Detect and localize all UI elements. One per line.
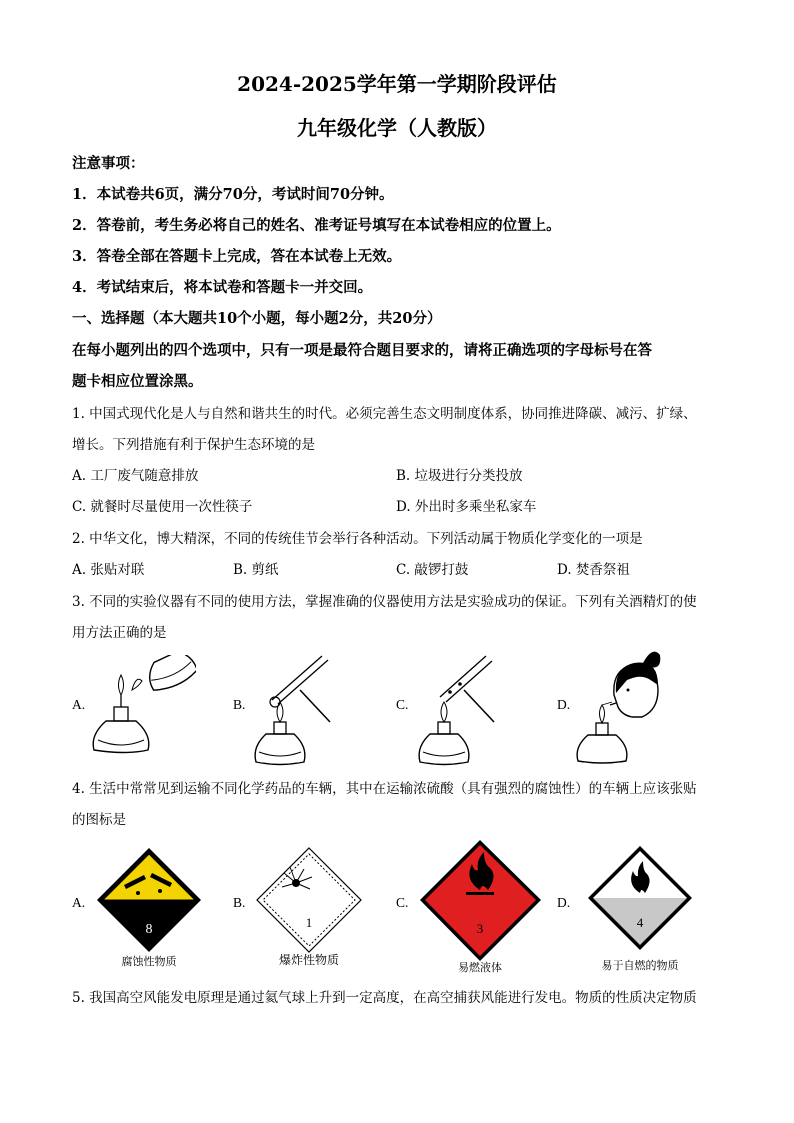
explosive-sign-number: 1 (305, 915, 313, 930)
blowing-out-lamp-figure (572, 645, 662, 765)
lamp-lit-from-another-lamp-figure (86, 655, 196, 755)
section-instruction-2: 题卡相应位置涂黑。 (72, 373, 203, 390)
exam-title: 2024-2025学年第一学期阶段评估 (237, 72, 557, 96)
lamp-heating-test-tube-figure (250, 652, 340, 767)
explosive-sign-figure (254, 845, 364, 955)
q3-label-a: A. (72, 697, 86, 712)
q1-option-b: B. 垃圾进行分类投放 (396, 468, 523, 484)
q4-label-c: C. (396, 895, 409, 910)
q2-option-c: C. 敲锣打鼓 (396, 562, 469, 578)
exam-subtitle: 九年级化学（人教版） (297, 116, 497, 140)
lamp-adding-alcohol-figure (414, 652, 514, 767)
q3-stem-1: 3. 不同的实验仪器有不同的使用方法，掌握准确的仪器使用方法是实验成功的保证。下列有关酒精灯的使 (72, 594, 697, 610)
q1-stem-1: 1. 中国式现代化是人与自然和谐共生的时代。必须完善生态文明制度体系，协同推进降碳、减污、扩绿、 (72, 406, 697, 422)
q3-label-b: B. (233, 697, 246, 712)
spontaneous-combustion-sign-figure (585, 843, 695, 953)
q4-stem-1: 4. 生活中常常见到运输不同化学药品的车辆，其中在运输浓硫酸（具有强烈的腐蚀性）的车辆上应该张贴 (72, 781, 697, 797)
notice-item-1: 1．本试卷共6页，满分70分，考试时间70分钟。 (72, 186, 394, 203)
notice-item-3: 3．答卷全部在答题卡上完成，答在本试卷上无效。 (72, 248, 402, 265)
q1-option-a: A. 工厂废气随意排放 (72, 468, 199, 484)
corrosive-sign-number: 8 (145, 922, 153, 937)
notice-heading: 注意事项： (72, 155, 145, 172)
q2-option-b: B. 剪纸 (233, 562, 279, 578)
q1-option-d: D. 外出时多乘坐私家车 (396, 499, 537, 515)
q1-stem-2: 增长。下列措施有利于保护生态环境的是 (72, 437, 315, 453)
q4-label-d: D. (557, 895, 571, 910)
corrosive-sign-figure (94, 845, 204, 955)
section-instruction-1: 在每小题列出的四个选项中，只有一项是最符合题目要求的，请将正确选项的字母标号在答 (72, 342, 652, 359)
flammable-caption: 易燃液体 (458, 961, 502, 974)
q2-option-d: D. 焚香祭祖 (557, 562, 630, 578)
q1-option-c: C. 就餐时尽量使用一次性筷子 (72, 499, 253, 515)
q5-stem-1: 5. 我国高空风能发电原理是通过氦气球上升到一定高度，在高空捕获风能进行发电。物质的性质决定物质 (72, 990, 697, 1006)
notice-item-2: 2．答卷前，考生务必将自己的姓名、准考证号填写在本试卷相应的位置上。 (72, 217, 561, 234)
notice-item-4: 4．考试结束后，将本试卷和答题卡一并交回。 (72, 279, 373, 296)
flammable-liquid-sign-figure (418, 838, 543, 963)
section-heading: 一、选择题（本大题共10个小题，每小题2分，共20分） (72, 310, 442, 327)
corrosive-caption: 腐蚀性物质 (121, 955, 177, 968)
flammable-sign-number: 3 (476, 921, 484, 936)
q4-label-a: A. (72, 895, 86, 910)
spontaneous-caption: 易于自燃的物质 (601, 959, 679, 972)
q2-option-a: A. 张贴对联 (72, 562, 145, 578)
spontaneous-sign-number: 4 (636, 915, 644, 930)
q2-stem: 2. 中华文化，博大精深，不同的传统佳节会举行各种活动。下列活动属于物质化学变化的一项是 (72, 531, 643, 547)
explosive-caption: 爆炸性物质 (278, 953, 339, 967)
q4-label-b: B. (233, 895, 246, 910)
q3-label-d: D. (557, 697, 571, 712)
q3-stem-2: 用方法正确的是 (72, 625, 167, 641)
q3-label-c: C. (396, 697, 409, 712)
q4-stem-2: 的图标是 (72, 812, 126, 828)
